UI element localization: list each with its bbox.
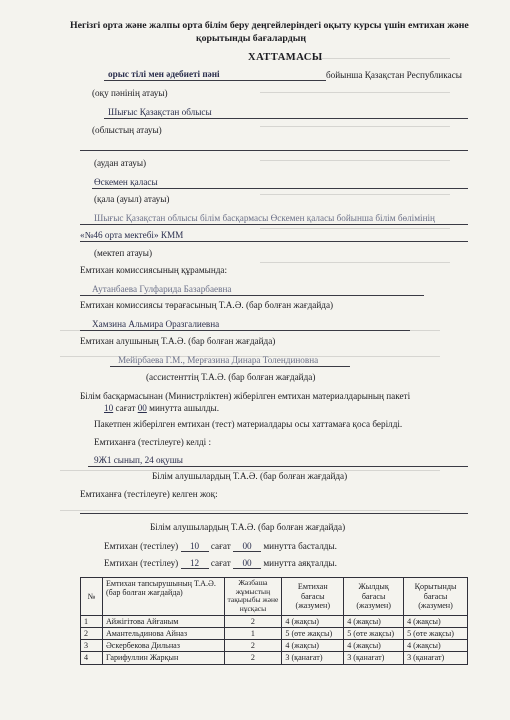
opened-minute: 00 [137, 403, 147, 413]
package-line-2: Пакетпен жіберілген емтихан (тест) материалдары осы хаттамаға қоса берілді. [94, 419, 403, 429]
school-line-2: «№46 орта мектебі» КММ [80, 230, 184, 240]
school-line-1-rule [80, 224, 468, 225]
came-line [88, 466, 468, 467]
cell-annual-grade: 3 (қанағат) [344, 652, 404, 664]
results-table [80, 577, 468, 665]
region-value: Шығыс Қазақстан облысы [108, 107, 212, 117]
cell-exam-grade: 3 (қанағат) [282, 652, 344, 664]
city-line [92, 188, 468, 189]
header-name: Емтихан тапсырушының Т.А.Ә. (бар болған жағдайда) [102, 578, 224, 616]
start-hour-label: сағат [210, 541, 231, 551]
end-label: Емтихан (тестілеу) [104, 558, 179, 568]
commission-member-line [80, 295, 424, 296]
cell-number: 4 [81, 652, 103, 664]
cell-number: 3 [81, 640, 103, 652]
came-value: 9Ж1 сынып, 24 оқушы [94, 455, 183, 465]
start-minute: 00 [233, 541, 261, 552]
cell-number: 2 [81, 627, 103, 639]
assistants-caption: (ассистенттің Т.А.Ә. (бар болған жағдайда) [146, 372, 316, 382]
commission-member: Аутанбаева Гулфарида Базарбаевна [92, 284, 232, 294]
cell-name: Айжігітова Айғаным [102, 615, 224, 627]
header-exam-grade: Емтихан бағасы (жазумен) [282, 578, 344, 616]
table-row [81, 652, 468, 664]
region-caption: (облыстың атауы) [92, 125, 162, 135]
title-line-2: қорытынды бағалардың [196, 33, 306, 44]
cell-exam-grade: 5 (өте жақсы) [282, 627, 344, 639]
assistants-value: Мейірбаева Г.М., Мерғазина Динара Толендиновна [118, 355, 319, 365]
cell-name: Амантельдинова Айназ [102, 627, 224, 639]
commission-chair: Хамзина Альмира Оразгалиевна [92, 319, 220, 329]
opened-minute-label: минутта ашылды. [149, 403, 219, 413]
commission-chair-label: Емтихан комиссиясы төрағасының Т.А.Ә. (бар болған жағдайда) [80, 300, 334, 310]
commission-label: Емтихан комиссиясының құрамында: [80, 265, 228, 275]
table-row [81, 615, 468, 627]
city-caption: (қала (ауыл) атауы) [94, 194, 170, 204]
cell-annual-grade: 4 (жақсы) [344, 640, 404, 652]
city-value: Өскемен қаласы [94, 177, 158, 187]
table-row [81, 627, 468, 639]
cell-exam-grade: 4 (жақсы) [282, 615, 344, 627]
protocol-heading: ХАТТАМАСЫ [248, 52, 323, 63]
cell-annual-grade: 5 (өте жақсы) [344, 627, 404, 639]
cell-exam-grade: 4 (жақсы) [282, 640, 344, 652]
header-annual-grade: Жылдық бағасы (жазумен) [344, 578, 404, 616]
cell-final-grade: 3 (қанағат) [404, 652, 468, 664]
cell-name: Гарифуллин Жарқын [102, 652, 224, 664]
start-suffix: минутта басталды. [263, 541, 337, 551]
title-line-1: Негізгі орта және жалпы орта білім беру деңгейлеріндегі оқыту курсы үшін емтихан және [70, 20, 469, 31]
students-caption: Білім алушылардың Т.А.Ә. (бар болған жағдайда) [152, 471, 348, 481]
subject-line [104, 80, 326, 81]
package-line-1: Білім басқармасынан (Министрліктен) жіберілген емтихан материалдарының пакеті [80, 391, 411, 401]
cell-final-grade: 4 (жақсы) [404, 615, 468, 627]
cell-final-grade: 5 (өте жақсы) [404, 627, 468, 639]
subject-suffix: бойынша Қазақстан Республикасы [326, 70, 462, 80]
cell-topic: 1 [224, 627, 282, 639]
cell-annual-grade: 4 (жақсы) [344, 615, 404, 627]
region-line [104, 118, 468, 119]
header-number: № [81, 578, 103, 616]
district-line [80, 150, 468, 151]
assistants-line [110, 366, 350, 367]
opened-hour: 10 [104, 403, 114, 413]
examiner-label: Емтихан алушының Т.А.Ә. (бар болған жағдайда) [80, 336, 276, 346]
district-caption: (аудан атауы) [94, 158, 147, 168]
start-label: Емтихан (тестілеу) [104, 541, 179, 551]
came-label: Емтиханға (тестілеуге) келді : [94, 437, 212, 447]
absent-caption: Білім алушылардың Т.А.Ә. (бар болған жағдайда) [150, 522, 346, 532]
end-suffix: минутта аяқталды. [263, 558, 337, 568]
table-header-row [81, 578, 468, 616]
cell-topic: 2 [224, 652, 282, 664]
school-line-1: Шығыс Қазақстан облысы білім басқармасы Өскемен қаласы бойынша білім бөлімінің [94, 213, 435, 223]
absent-label: Емтиханға (тестілеуге) келген жоқ: [80, 489, 218, 499]
subject-value: орыс тілі мен әдебиеті пәні [108, 69, 220, 79]
package-opened-row [104, 403, 219, 413]
start-row [104, 541, 337, 552]
cell-final-grade: 4 (жақсы) [404, 640, 468, 652]
end-hour: 12 [181, 558, 209, 569]
subject-caption: (оқу пәнінің атауы) [92, 88, 168, 98]
header-topic: Жазбаша жұмыстың тақырыбы және нұсқасы [224, 578, 282, 616]
commission-chair-line [80, 330, 410, 331]
cell-topic: 2 [224, 640, 282, 652]
start-hour: 10 [181, 541, 209, 552]
opened-hour-label: сағат [115, 403, 136, 413]
cell-number: 1 [81, 615, 103, 627]
cell-topic: 2 [224, 615, 282, 627]
school-line-2-rule [80, 241, 468, 242]
cell-name: Әскербекова Дильназ [102, 640, 224, 652]
header-final-grade: Қорытынды бағасы (жазумен) [404, 578, 468, 616]
end-row [104, 558, 337, 569]
school-caption: (мектеп атауы) [94, 248, 153, 258]
table-row [81, 640, 468, 652]
end-minute: 00 [233, 558, 261, 569]
end-hour-label: сағат [210, 558, 231, 568]
absent-line [80, 513, 468, 514]
